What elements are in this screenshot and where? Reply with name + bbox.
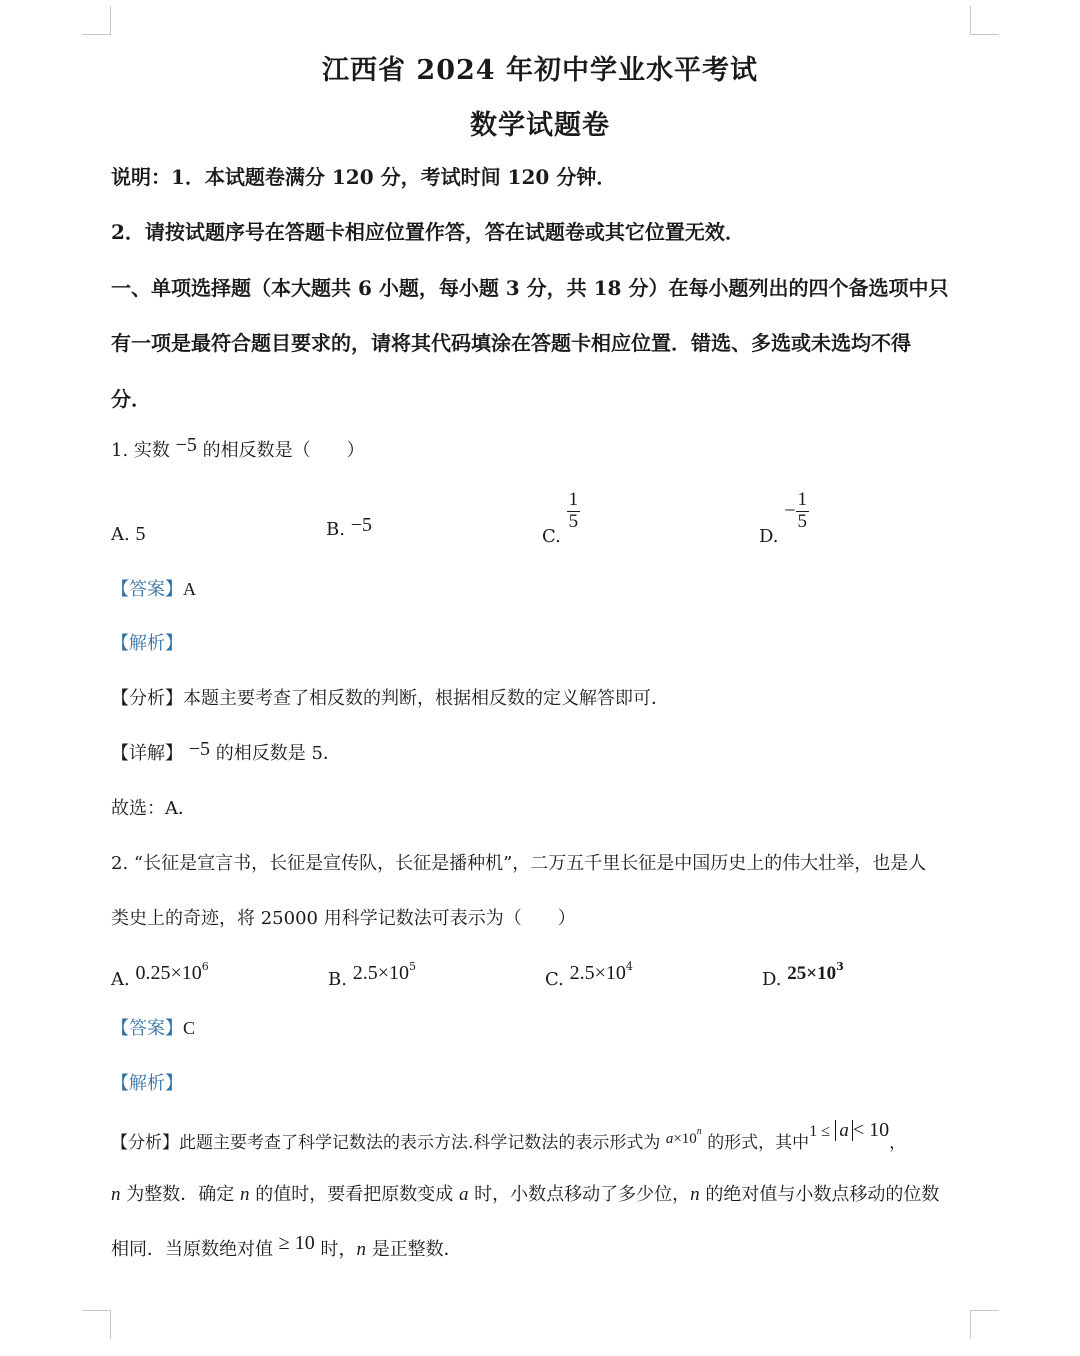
var-n: n [356,1239,366,1260]
fraction [567,490,581,533]
option-exponent: 5 [408,960,416,973]
section-header-line-1: 一、单项选择题（本大题共 6 小题，每小题 3 分，共 18 分）在每小题列出的四个备选项中只 [111,276,949,300]
option-label: D. [759,526,779,548]
q1-option-b [326,514,372,541]
option-exponent: 3 [836,960,844,973]
option-value: 5 [135,523,146,545]
page-subtitle: 数学试题卷 [470,110,610,141]
answer-tag: 【答案】 [111,1018,183,1039]
q2-option-b [328,960,416,990]
formula-a-times-10-n [665,1126,702,1147]
q2-fenxi-line-1 [111,1119,907,1154]
option-label: A. [111,969,130,990]
fenxi-text: 时，小数点移动了多少位， [474,1184,691,1205]
fenxi-text: 是正整数． [371,1239,462,1260]
q1-prefix: 1. 实数 [111,440,170,461]
fraction-numerator: 1 [568,489,579,510]
condition-formula [809,1121,889,1141]
fraction-numerator: 1 [797,489,808,510]
xiangjie-text: 的相反数是 5． [215,743,341,764]
fenxi-text: 相同．当原数绝对值 [111,1239,273,1260]
fenxi-text: 的绝对值与小数点移动的位数 [705,1184,940,1205]
q1-option-a [111,523,145,546]
option-label: A. [111,524,130,545]
section-header-line-2: 有一项是最符合题目要求的，请将其代码填涂在答题卡相应位置．错选、多选或未选均不得 [111,331,911,355]
q1-number: −5 [175,434,197,456]
question-2-line-2: 类史上的奇迹，将 25000 用科学记数法可表示为（ ） [111,908,576,929]
option-value: −5 [350,514,372,536]
q2-fenxi-line-3 [111,1232,462,1261]
formula-exp-n: n [696,1126,702,1137]
crop-mark-bottom-right [970,1310,999,1339]
xiangjie-number: −5 [188,738,211,760]
option-exponent: 6 [201,960,209,973]
question-2-line-1: 2. “长征是宣言书，长征是宣传队，长征是播种机”，二万五千里长征是中国历史上的伟大壮举，也是人 [111,853,927,874]
crop-mark-top-right [970,6,999,35]
q1-fenxi: 【分析】本题主要考查了相反数的判断，根据相反数的定义解答即可． [111,688,669,709]
fenxi-text: 为整数．确定 [126,1184,235,1205]
option-base: 2.5×10 [569,962,626,984]
q1-xiangjie [111,739,341,765]
geq-10: ≥ 10 [278,1232,315,1254]
fraction-denominator: 5 [568,510,579,532]
option-label: C. [542,526,561,548]
q2-fenxi-line-2 [111,1180,939,1206]
fenxi-text: 时， [320,1239,357,1260]
fenxi-comma: ， [889,1133,907,1153]
option-label: B. [326,519,345,540]
fenxi-text: 【分析】此题主要考查了科学记数法的表示方法.科学记数法的表示形式为 [111,1133,661,1153]
option-base: 2.5×10 [352,962,409,984]
instruction-2: 2．请按试题序号在答题卡相应位置作答，答在试题卷或其它位置无效． [111,220,745,244]
option-base: 25×10 [787,963,837,984]
q2-option-d [762,960,844,990]
cond-upper: < 10 [852,1119,890,1141]
q1-answer [111,575,196,601]
answer-value: A [183,579,196,599]
section-header-line-3: 分． [111,387,151,411]
q2-option-a [111,960,209,990]
q1-analysis-tag: 【解析】 [111,633,183,654]
var-a: a [458,1184,469,1205]
instruction-1: 说明：1．本试题卷满分 120 分，考试时间 120 分钟． [111,165,617,189]
fenxi-text: 的值时，要看把原数变成 [255,1184,454,1205]
crop-mark-top-left [82,6,111,35]
var-n: n [239,1184,250,1205]
formula-var-a: a [665,1131,674,1147]
fraction-denominator: 5 [797,510,808,532]
option-base: 0.25×10 [135,962,202,984]
crop-mark-bottom-left [82,1310,111,1339]
q1-suffix: 的相反数是（ ） [202,440,365,461]
cond-lower: 1 ≤ [809,1123,830,1140]
answer-tag: 【答案】 [111,579,183,600]
option-label: B. [328,969,347,990]
option-label: C. [545,969,564,990]
var-n: n [111,1184,121,1205]
question-1-stem [111,436,365,462]
formula-times-10: ×10 [673,1131,697,1147]
cond-abs-a: a [835,1120,853,1141]
xiangjie-tag: 【详解】 [111,743,183,764]
answer-value: C [183,1018,196,1038]
page-title: 江西省 2024 年初中学业水平考试 [322,55,758,86]
var-n: n [690,1184,700,1205]
q2-option-c [545,960,633,990]
fenxi-text: 的形式，其中 [707,1133,810,1153]
q1-option-d [759,489,809,548]
option-exponent: 4 [625,960,633,973]
fraction-sign: − [784,499,796,522]
q2-analysis-tag: 【解析】 [111,1073,183,1094]
q1-option-c [542,489,580,548]
option-label: D. [762,969,782,990]
fraction [796,490,810,533]
q2-answer [111,1014,195,1040]
q1-choose: 故选：A． [111,798,196,819]
